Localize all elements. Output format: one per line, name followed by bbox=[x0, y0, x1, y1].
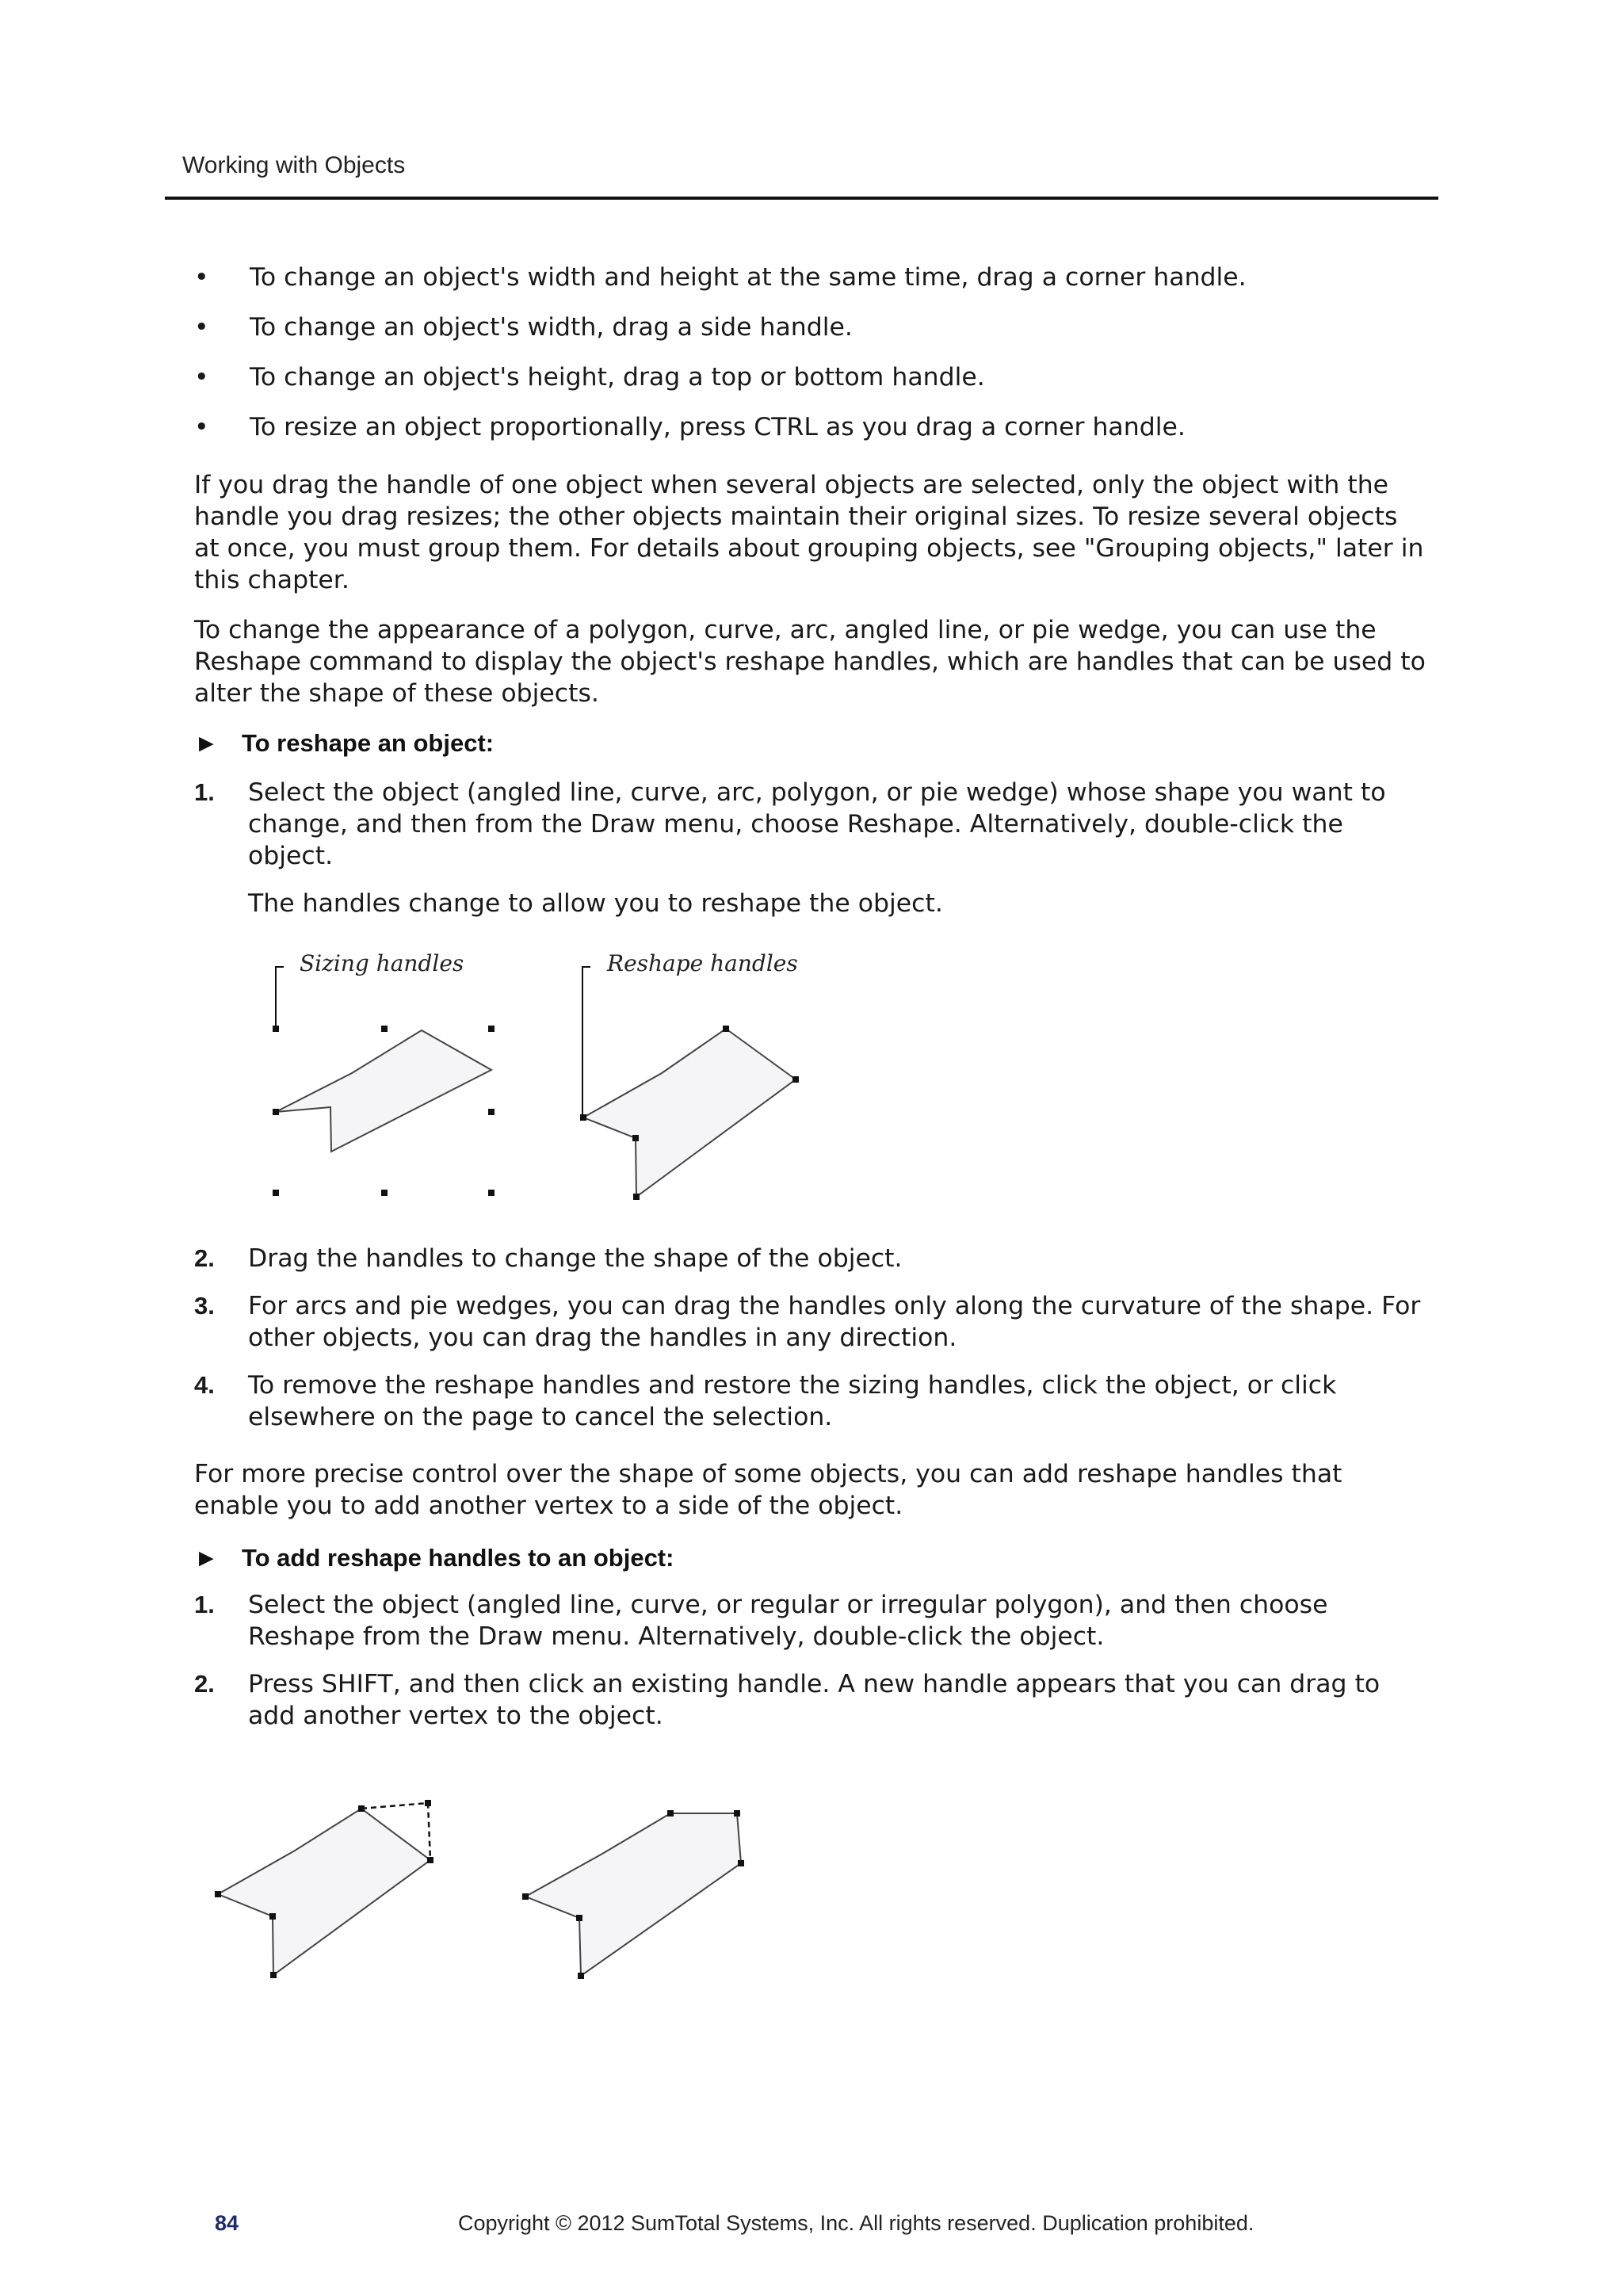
step-item bbox=[194, 1243, 1430, 1274]
step-text: Select the object (angled line, curve, arc, polygon, or pie wedge) whose shape you want to change, and then from the Draw menu, choose Reshape. Alternatively, double-click the object. bbox=[248, 778, 1386, 870]
step-number: 1. bbox=[194, 1591, 215, 1618]
step-text: Drag the handles to change the shape of the object. bbox=[248, 1244, 903, 1273]
step-text: Select the object (angled line, curve, or regular or irregular polygon), and then choose Reshape from the Draw menu. Alternatively, double-click the object. bbox=[248, 1591, 1328, 1651]
add-handle-before-diagram bbox=[215, 1800, 433, 1978]
procedure-heading-add-handles: ► To add reshape handles to an object: bbox=[194, 1544, 674, 1572]
paragraph-precise-control: For more precise control over the shape of some objects, you can add reshape handles that enable you to add another vertex to a side of the object. bbox=[194, 1460, 1342, 1520]
list-item: • To change an object's height, drag a top or bottom handle. bbox=[194, 363, 985, 392]
figure-sizing-vs-reshape-handles bbox=[262, 943, 832, 1213]
paragraph-multiple-selection: If you drag the handle of one object when several objects are selected, only the object with the handle you drag resizes; the other objects maintain their original sizes. To resize several objects at once, you must group them. For details about grouping objects, see "Grouping objects," later in this chapter. bbox=[194, 471, 1424, 594]
triangle-right-icon: ► bbox=[194, 729, 219, 757]
bullet-icon: • bbox=[194, 413, 209, 441]
bullet-icon: • bbox=[194, 263, 209, 292]
list-item: • To change an object's width, drag a side handle. bbox=[194, 313, 853, 342]
step-result-text: The handles change to allow you to reshape the object. bbox=[248, 889, 943, 918]
step-text: To remove the reshape handles and restore the sizing handles, click the object, or click elsewhere on the page to cancel the selection. bbox=[248, 1371, 1337, 1431]
sizing-handles-caption: Sizing handles bbox=[300, 950, 464, 976]
figure-add-vertex bbox=[206, 1787, 777, 2001]
step-item bbox=[194, 1290, 1430, 1354]
header-divider bbox=[165, 197, 1438, 200]
triangle-right-icon: ► bbox=[194, 1544, 219, 1572]
step-number: 2. bbox=[194, 1244, 215, 1272]
step-item bbox=[194, 777, 1430, 919]
step-item bbox=[194, 1668, 1430, 1732]
reshape-handles-caption: Reshape handles bbox=[607, 950, 798, 976]
page-header-title: Working with Objects bbox=[182, 152, 406, 178]
step-text: For arcs and pie wedges, you can drag the handles only along the curvature of the shape. For other objects, you can drag the handles in any direction. bbox=[248, 1292, 1421, 1352]
page-number: 84 bbox=[215, 2211, 239, 2235]
bullet-icon: • bbox=[194, 313, 209, 342]
bullet-icon: • bbox=[194, 363, 209, 392]
paragraph-reshape-intro: To change the appearance of a polygon, curve, arc, angled line, or pie wedge, you can use the Reshape command to display the object's reshape handles, which are handles that can be used to alter the shape of these objects. bbox=[194, 616, 1426, 708]
reshape-handles-diagram bbox=[580, 950, 799, 1200]
step-number: 1. bbox=[194, 778, 215, 806]
step-number: 2. bbox=[194, 1670, 215, 1698]
copyright-notice: Copyright © 2012 SumTotal Systems, Inc. All rights reserved. Duplication prohibited. bbox=[458, 2211, 1254, 2235]
add-handle-after-diagram bbox=[522, 1810, 744, 1979]
step-item bbox=[194, 1589, 1430, 1652]
procedure-heading-reshape: ► To reshape an object: bbox=[194, 729, 495, 757]
step-number: 4. bbox=[194, 1371, 215, 1399]
step-text: Press SHIFT, and then click an existing handle. A new handle appears that you can drag to add another vertex to the object. bbox=[248, 1670, 1381, 1730]
sizing-handles-diagram bbox=[273, 950, 495, 1196]
resize-tips-list bbox=[194, 262, 1430, 461]
step-number: 3. bbox=[194, 1292, 215, 1320]
step-item bbox=[194, 1370, 1430, 1433]
list-item: • To resize an object proportionally, press CTRL as you drag a corner handle. bbox=[194, 413, 1186, 441]
list-item: • To change an object's width and height at the same time, drag a corner handle. bbox=[194, 263, 1247, 292]
